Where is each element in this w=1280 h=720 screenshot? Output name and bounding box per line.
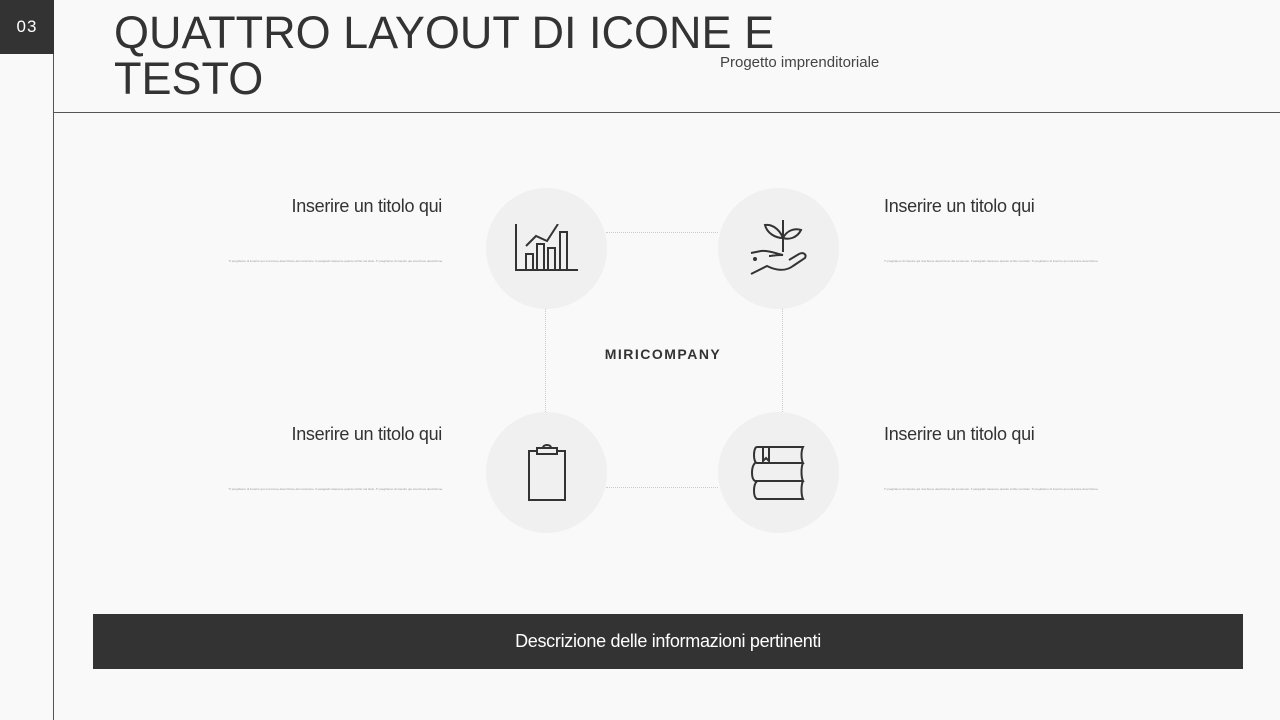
icon-circle-4 xyxy=(718,412,839,533)
icon-circle-3 xyxy=(486,412,607,533)
item-text-3: Ti preghiamo di inserire qui una breve descrizione del contenuto. Il paragrafo riassume quanto scritto nel titolo. Ti preghiamo di inserire qui una breve descrizione. xyxy=(228,487,443,491)
item-title-3: Inserire un titolo qui xyxy=(291,424,442,444)
slide-subtitle: Progetto imprenditoriale xyxy=(720,54,880,71)
books-icon xyxy=(751,445,807,501)
vertical-divider xyxy=(53,54,54,720)
icon-circle-1 xyxy=(486,188,607,309)
item-text-4: Ti preghiamo di inserire qui una breve descrizione del contenuto. Il paragrafo riassume quanto scritto nel titolo. Ti preghiamo di inserire qui una breve descrizione. xyxy=(884,487,1099,491)
item-text-1: Ti preghiamo di inserire qui una breve descrizione del contenuto. Il paragrafo riassume quanto scritto nel titolo. Ti preghiamo di inserire qui una breve descrizione. xyxy=(228,259,443,263)
item-title-2: Inserire un titolo qui xyxy=(884,196,1035,216)
footer-banner: Descrizione delle informazioni pertinenti xyxy=(93,614,1243,669)
item-text-2: Ti preghiamo di inserire qui una breve descrizione del contenuto. Il paragrafo riassume quanto scritto nel titolo. Ti preghiamo di inserire qui una breve descrizione. xyxy=(884,259,1099,263)
item-title-1: Inserire un titolo qui xyxy=(291,196,442,216)
slide-number: 03 xyxy=(0,0,54,54)
bar-chart-icon xyxy=(514,224,580,274)
clipboard-icon xyxy=(527,444,567,502)
company-name: MIRICOMPANY xyxy=(604,346,722,362)
slide-title: QUATTRO LAYOUT DI ICONE E TESTO xyxy=(114,7,775,104)
plant-in-hand-icon xyxy=(749,220,809,278)
item-title-4: Inserire un titolo qui xyxy=(884,424,1035,444)
connector-top xyxy=(606,232,718,233)
connector-right xyxy=(782,308,783,412)
connector-bottom xyxy=(606,487,718,488)
icon-circle-2 xyxy=(718,188,839,309)
header-divider xyxy=(53,112,1280,113)
